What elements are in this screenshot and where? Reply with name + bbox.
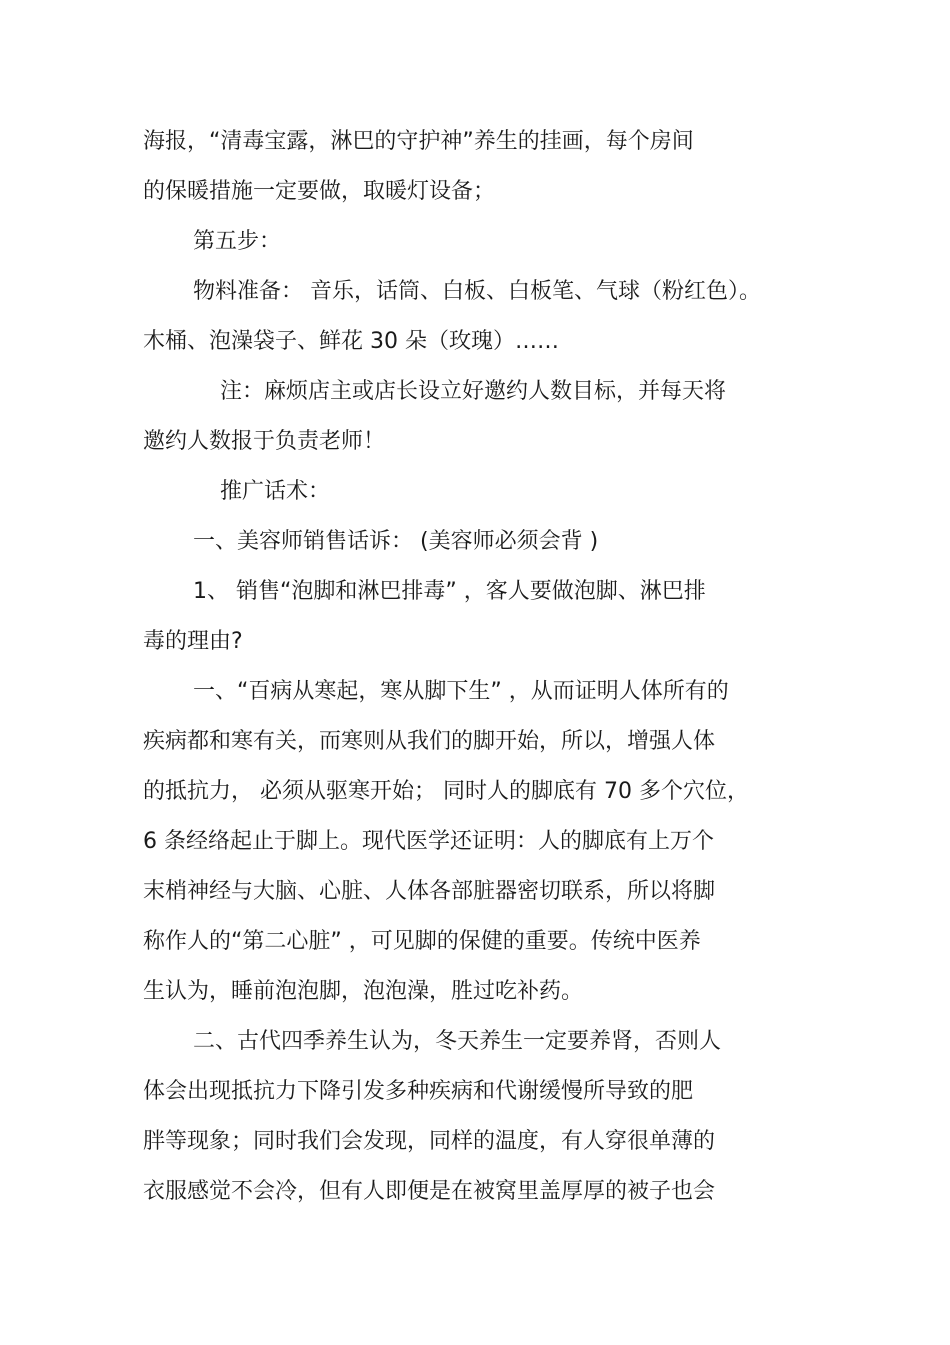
text-line-2: 的保暖措施一定要做，取暖灯设备； <box>143 179 496 204</box>
text-line-18: 生认为，睡前泡泡脚，泡泡澡，胜过吃补药。 <box>143 979 584 1004</box>
text-line-16: 末梢神经与大脑、心脏、人体各部脏器密切联系，所以将脚 <box>143 879 716 904</box>
text-line-8: 推广话术： <box>220 479 331 504</box>
text-line-5: 木桶、泡澡袋子、鲜花 30 朵（玫瑰）…… <box>143 329 559 354</box>
text-line-14: 的抵抗力， 必须从驱寒开始； 同时人的脚底有 70 多个穴位， <box>143 779 749 804</box>
text-line-13: 疾病都和寒有关，而寒则从我们的脚开始，所以，增强人体 <box>143 729 716 754</box>
text-line-21: 胖等现象；同时我们会发现，同样的温度，有人穿很单薄的 <box>143 1129 716 1154</box>
text-line-15: 6 条经络起止于脚上。现代医学还证明：人的脚底有上万个 <box>143 829 714 854</box>
text-line-11: 毒的理由? <box>143 629 243 654</box>
text-line-1: 海报，“清毒宝露，淋巴的守护神”养生的挂画，每个房间 <box>143 129 694 154</box>
text-line-9: 一、美容师销售话诉： (美容师必须会背 ) <box>193 529 599 554</box>
text-line-10: 1、 销售“泡脚和淋巴排毒” ，客人要做泡脚、淋巴排 <box>193 579 706 604</box>
text-line-20: 体会出现抵抗力下降引发多种疾病和代谢缓慢所导致的肥 <box>143 1079 694 1104</box>
text-line-17: 称作人的“第二心脏” ，可见脚的保健的重要。传统中医养 <box>143 929 701 954</box>
text-line-19: 二、古代四季养生认为，冬天养生一定要养肾，否则人 <box>193 1029 722 1054</box>
text-line-22: 衣服感觉不会冷，但有人即便是在被窝里盖厚厚的被子也会 <box>143 1179 716 1204</box>
text-line-6: 注：麻烦店主或店长设立好邀约人数目标，并每天将 <box>220 379 727 404</box>
text-line-3: 第五步： <box>193 229 282 254</box>
text-line-7: 邀约人数报于负责老师！ <box>143 429 386 454</box>
text-line-4: 物料准备： 音乐，话筒、白板、白板笔、气球（粉红色）。 <box>193 279 761 304</box>
text-line-12: 一、“百病从寒起，寒从脚下生” ，从而证明人体所有的 <box>193 679 729 704</box>
